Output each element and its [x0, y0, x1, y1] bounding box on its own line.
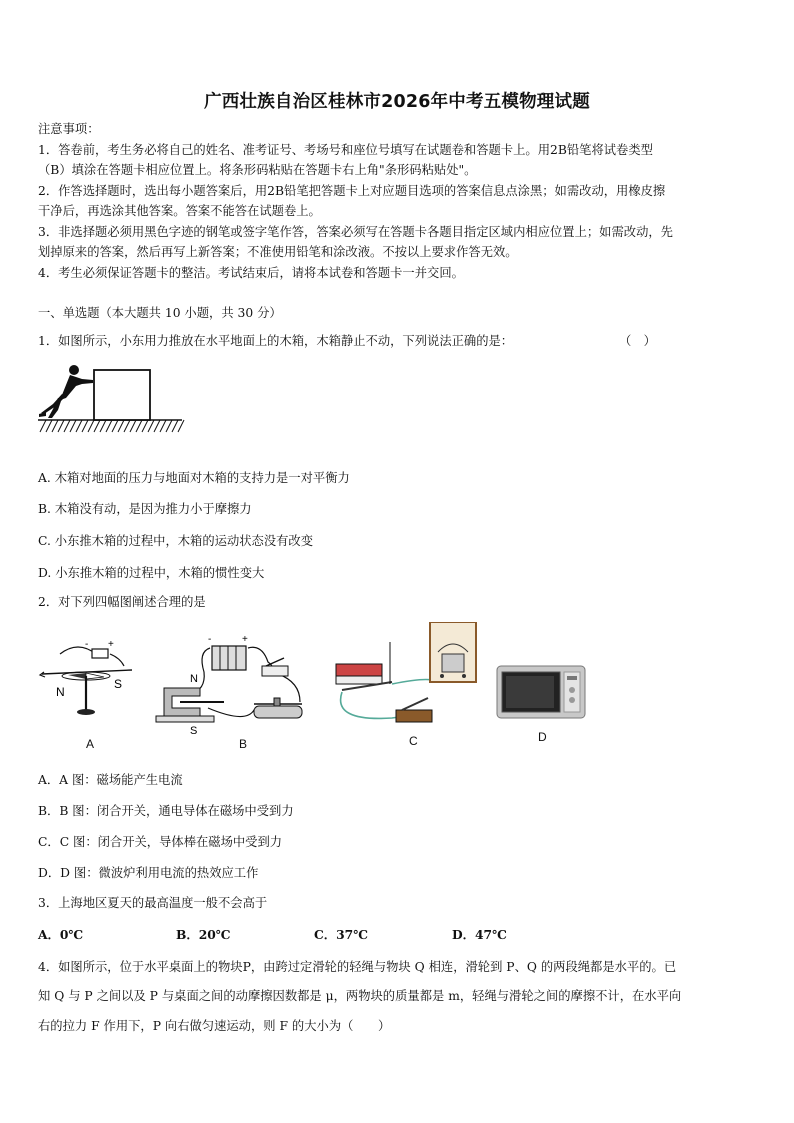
q2-figure-d-label: D: [538, 730, 547, 744]
q1-answer-bracket: （ ）: [619, 334, 656, 348]
q1-stem: 1．如图所示，小东用力推放在水平地面上的木箱，木箱静止不动，下列说法正确的是：: [38, 334, 514, 348]
q2-option-c: C．C 图：闭合开关，导体棒在磁场中受到力: [38, 835, 283, 849]
q1-push-box-figure: [36, 362, 186, 434]
magnet-south-label: S: [190, 725, 198, 737]
compass-north-label: N: [56, 685, 65, 699]
notice-line: 3．非选择题必须用黑色字迹的钢笔或签字笔作答，答案必须写在答题卡各题目指定区域内相应位置上；如需改动，先: [38, 225, 673, 239]
magnet-north-label: N: [190, 673, 198, 685]
person-pushing-figure: [39, 365, 93, 418]
horseshoe-magnet-icon: [156, 688, 214, 722]
notice-line: 4．考生必须保证答题卡的整洁。考试结束后，请将本试卷和答题卡一并交回。: [38, 266, 464, 280]
notice-line: 划掉原来的答案，然后再写上新答案；不准使用铅笔和涂改液。不按以上要求作答无效。: [38, 245, 518, 259]
q2-option-d: D．D 图：微波炉利用电流的热效应工作: [38, 866, 259, 880]
q1-option-d: D. 小东推木箱的过程中，木箱的惯性变大: [38, 566, 265, 580]
rheostat-icon: [254, 698, 302, 718]
wooden-box: [94, 370, 150, 420]
switch-icon: [262, 658, 288, 676]
q1-option-a: A. 木箱对地面的压力与地面对木箱的支持力是一对平衡力: [38, 471, 350, 485]
compass-needle-icon: [68, 673, 86, 679]
q2-figure-a-compass-wire: [38, 636, 138, 724]
battery-positive-mark: +: [242, 634, 248, 645]
q2-option-a: A．A 图：磁场能产生电流: [38, 773, 183, 787]
q2-figure-c-label: C: [409, 734, 418, 748]
notice-line: 2．作答选择题时，选出每小题答案后，用2B铅笔把答题卡上对应题目选项的答案信息点涂黑；如需改动，用橡皮擦: [38, 184, 666, 198]
q2-figure-a-label: A: [86, 737, 95, 751]
q1-option-b: B. 木箱没有动，是因为推力小于摩擦力: [38, 502, 252, 516]
q4-stem-line: 4．如图所示，位于水平桌面上的物块P，由跨过定滑轮的轻绳与物块 Q 相连，滑轮到 P、Q 的两段绳都是水平的。已: [38, 960, 677, 974]
q2-figure-b-label: B: [239, 737, 248, 751]
q3-option-a: A．0℃: [38, 927, 84, 942]
q3-option-d: D．47℃: [452, 927, 507, 942]
battery-negative-mark: -: [208, 634, 212, 645]
magnet-block-icon: [336, 664, 382, 684]
galvanometer-icon: [430, 622, 476, 682]
q3-stem: 3．上海地区夏天的最高温度一般不会高于: [38, 896, 268, 910]
q2-figure-b-motor-circuit: [150, 632, 320, 738]
notice-heading: 注意事项：: [38, 122, 100, 136]
ground-hatching: [38, 420, 184, 432]
q2-figure-c-induction-setup: [332, 622, 484, 734]
notice-line: （B）填涂在答题卡相应位置上。将条形码粘贴在答题卡右上角"条形码粘贴处"。: [38, 163, 477, 177]
q3-option-b: B．20℃: [176, 927, 231, 942]
battery-icon: [92, 649, 108, 658]
compass-south-label: S: [114, 677, 123, 691]
q2-option-b: B．B 图：闭合开关，通电导体在磁场中受到力: [38, 804, 294, 818]
q3-option-c: C．37℃: [314, 927, 368, 942]
notice-line: 1．答卷前，考生务必将自己的姓名、准考证号、考场号和座位号填写在试题卷和答题卡上。用2B铅笔将试卷类型: [38, 143, 653, 157]
section-heading: 一、单选题（本大题共 10 小题，共 30 分）: [38, 306, 282, 320]
battery-negative-mark: -: [85, 639, 89, 650]
q4-stem-line: 知 Q 与 P 之间以及 P 与桌面之间的动摩擦因数都是 μ，两物块的质量都是 m，轻绳与滑轮之间的摩擦不计，在水平向: [38, 989, 682, 1003]
notice-line: 干净后，再选涂其他答案。答案不能答在试题卷上。: [38, 204, 321, 218]
q2-stem: 2．对下列四幅图阐述合理的是: [38, 595, 206, 609]
page-title: 广西壮族自治区桂林市2026年中考五模物理试题: [204, 92, 590, 112]
battery-pack-icon: [212, 646, 246, 670]
q2-figure-d-microwave-oven: [496, 664, 588, 722]
knife-switch-icon: [396, 698, 432, 722]
q1-option-c: C. 小东推木箱的过程中，木箱的运动状态没有改变: [38, 534, 314, 548]
battery-positive-mark: +: [108, 639, 114, 650]
q4-stem-line: 右的拉力 F 作用下，P 向右做匀速运动，则 F 的大小为（ ）: [38, 1019, 391, 1033]
